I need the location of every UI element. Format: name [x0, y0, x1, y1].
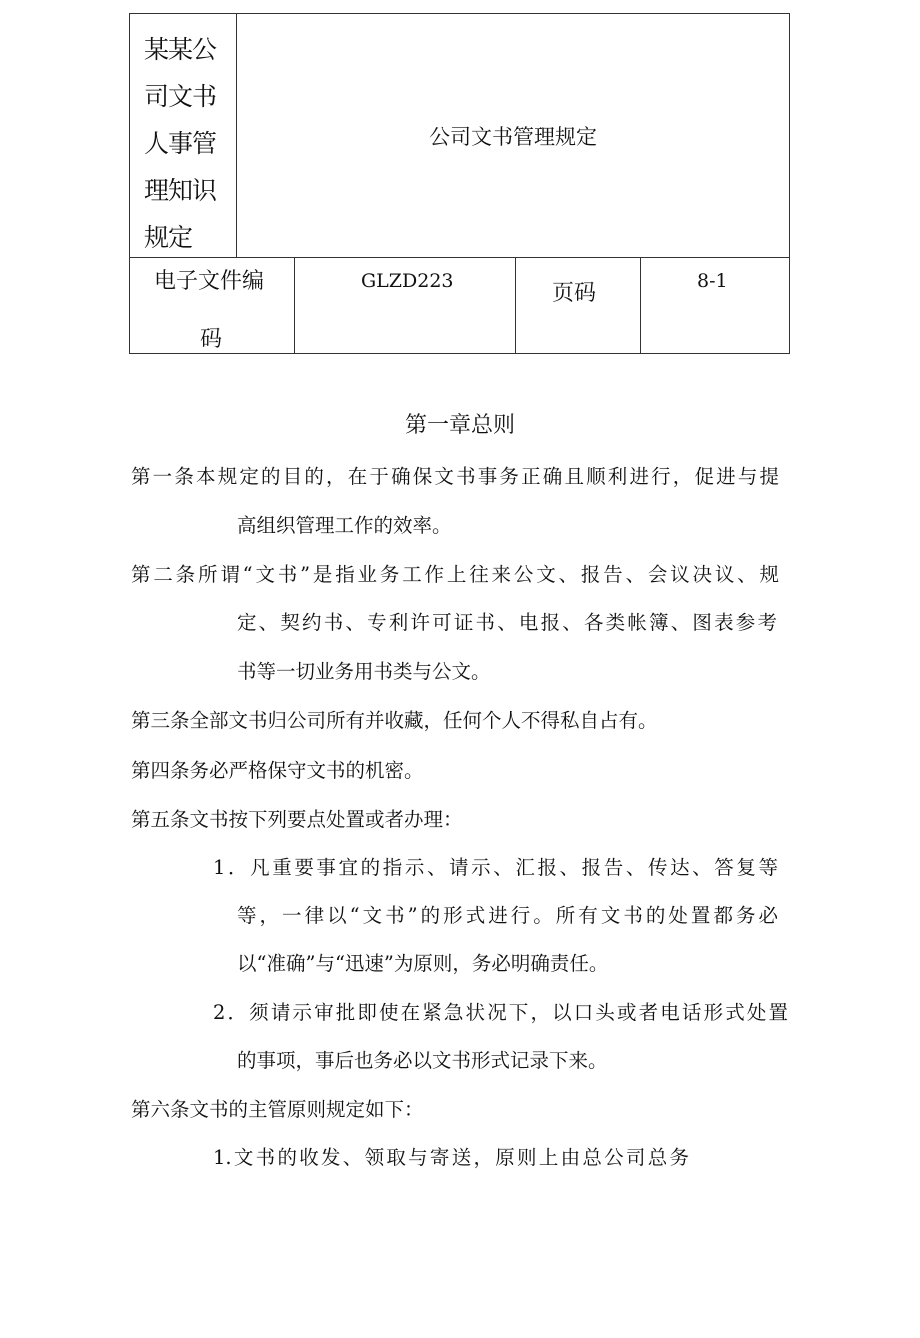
document-title-cell: [130, 14, 237, 257]
file-code-label-cont: 码: [200, 327, 223, 352]
list-item-line: 2．须请示审批即使在紧急状况下，以口头或者电话形式处置: [213, 1001, 788, 1024]
paragraph-line: 第六条文书的主管原则规定如下：: [131, 1098, 424, 1121]
page-value-cell: [641, 258, 789, 353]
file-code-value-cell: [295, 258, 516, 353]
file-code-label-cell: [130, 258, 295, 353]
page-value: 8-1: [697, 270, 728, 292]
list-item-line: 1．凡重要事宜的指示、请示、汇报、报告、传达、答复等: [213, 856, 778, 879]
header-row-title: [130, 14, 789, 258]
list-item-line: 等，一律以“文书”的形式进行。所有文书的处置都务必: [237, 904, 778, 927]
page-label-cell: [516, 258, 641, 353]
title-line: 某某公: [144, 35, 217, 64]
chapter-heading: 第一章总则: [404, 413, 515, 438]
paragraph-line: 定、契约书、专利许可证书、电报、各类帐簿、图表参考: [237, 611, 777, 634]
title-line: 人事管: [144, 129, 217, 158]
file-code-value: GLZD223: [361, 270, 454, 292]
paragraph-line: 第五条文书按下列要点处置或者办理：: [131, 808, 463, 831]
title-line: 规定: [144, 223, 193, 252]
header-row-meta: [130, 258, 789, 353]
header-table: [129, 13, 790, 354]
file-code-label: 电子文件编: [154, 269, 265, 294]
list-item-line: 以“准确”与“迅速”为原则，务必明确责任。: [237, 952, 609, 975]
paragraph-line: 第三条全部文书归公司所有并收藏，任何个人不得私自占有。: [131, 709, 658, 732]
paragraph-line: 第一条本规定的目的，在于确保文书事务正确且顺利进行，促进与提: [131, 465, 779, 488]
main-title: 公司文书管理规定: [429, 124, 597, 149]
paragraph-line: 书等一切业务用书类与公文。: [237, 660, 491, 683]
paragraph-line: 第二条所谓“文书”是指业务工作上往来公文、报告、会议决议、规: [131, 563, 779, 586]
list-item-line: 的事项，事后也务必以文书形式记录下来。: [237, 1049, 608, 1072]
title-line: 理知识: [144, 176, 217, 205]
list-item-line: 1.文书的收发、领取与寄送，原则上由总公司总务: [213, 1146, 689, 1169]
paragraph-line: 第四条务必严格保守文书的机密。: [131, 759, 424, 782]
page-label: 页码: [552, 281, 597, 306]
paragraph-line: 高组织管理工作的效率。: [237, 514, 452, 537]
title-line: 司文书: [144, 82, 217, 111]
